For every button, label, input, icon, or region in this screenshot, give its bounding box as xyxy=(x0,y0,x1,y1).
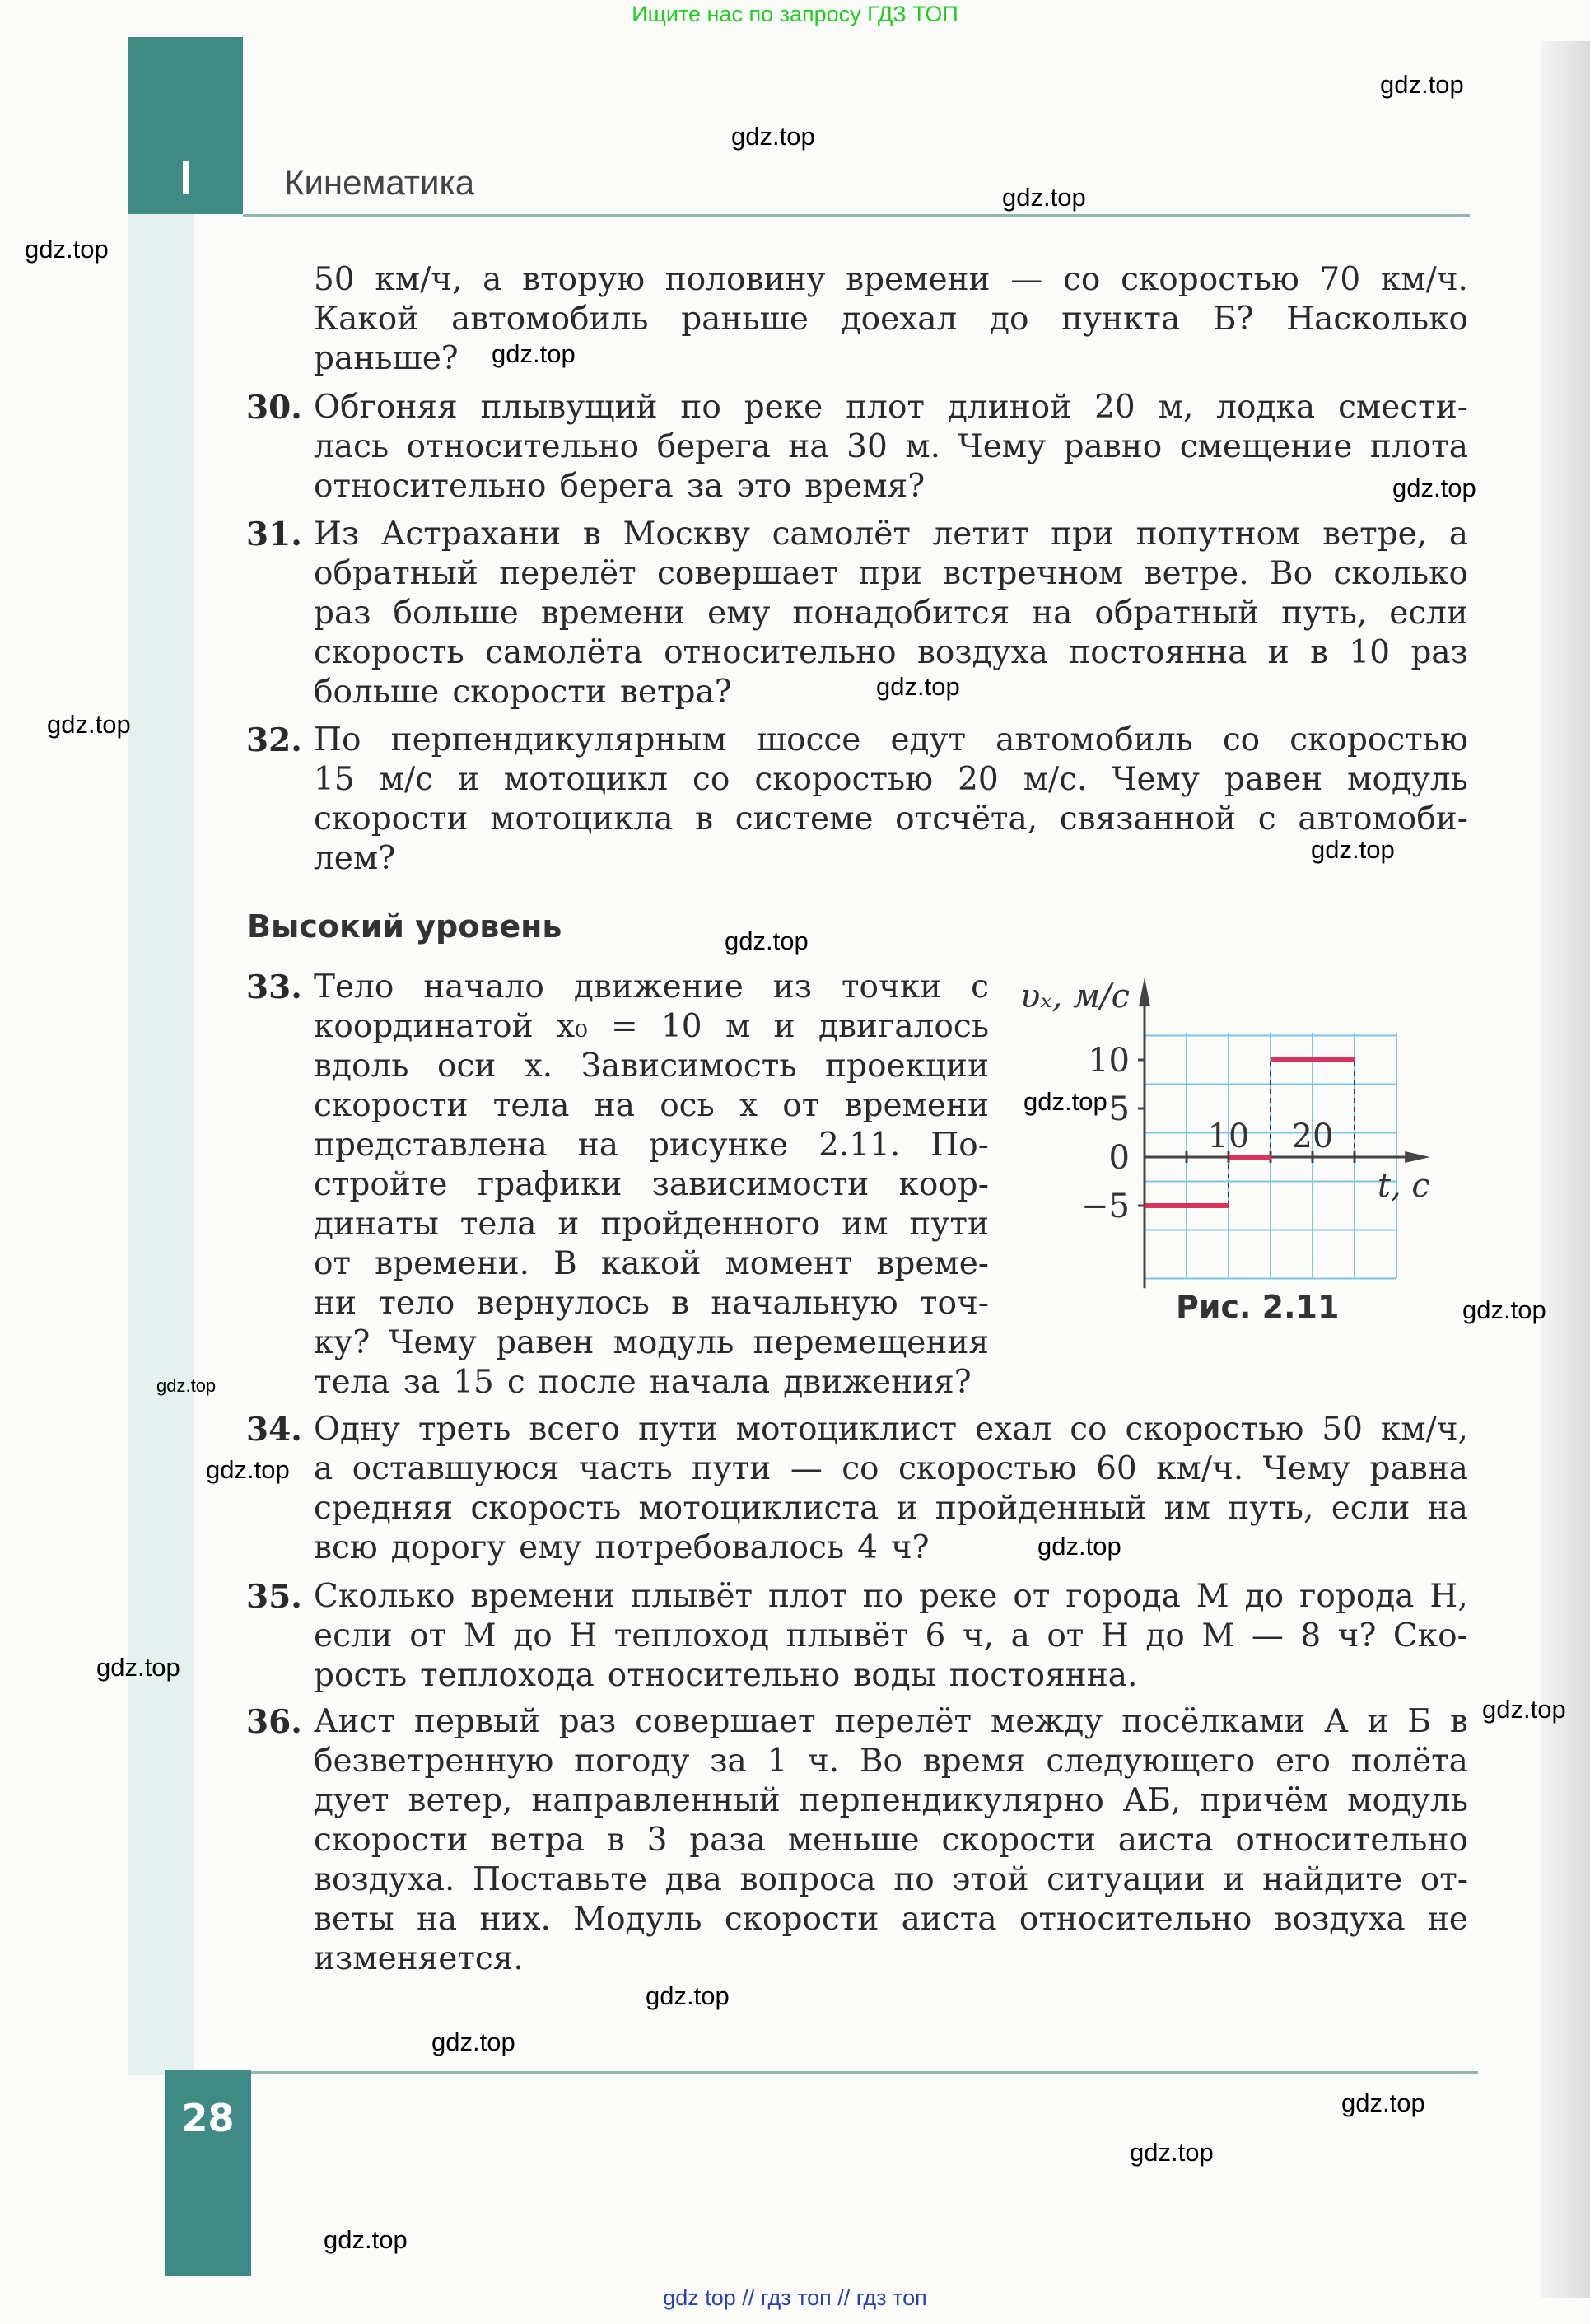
y-axis-arrow xyxy=(1139,978,1150,1006)
problem-30 xyxy=(246,388,1468,506)
text-line: обратный перелёт совершает при встречном ветре. Во сколько xyxy=(314,555,1468,592)
watermark: gdz.top xyxy=(1002,183,1086,212)
text-line: рость теплохода относительно воды постоянна. xyxy=(314,1657,1138,1694)
watermark: gdz.top xyxy=(324,2225,408,2254)
text-line: 15 м/с и мотоцикл со скоростью 20 м/с. Чему равен модуль xyxy=(314,761,1468,798)
text-line: По перпендикулярным шоссе едут автомобиль со скоростью xyxy=(314,721,1468,758)
text-line: раньше? xyxy=(314,340,459,377)
x-tick-label: 20 xyxy=(1291,1118,1334,1155)
text-line: 50 км/ч, а вторую половину времени — со скоростью 70 км/ч. xyxy=(314,261,1468,298)
watermark: gdz.top xyxy=(1130,2138,1214,2167)
watermark: gdz.top xyxy=(1462,1295,1546,1324)
problem-33 xyxy=(246,968,989,1402)
y-axis-label: υₓ, м/с xyxy=(1020,978,1130,1015)
text-line: если от М до Н теплоход плывёт 6 ч, а от Н до М — 8 ч? Ско- xyxy=(314,1617,1468,1654)
text-line: скорости ветра в 3 раза меньше скорости аиста относительно xyxy=(314,1822,1468,1859)
watermark: gdz.top xyxy=(876,672,960,701)
text-line: Обгоняя плывущий по реке плот длиной 20 м, лодка смести- xyxy=(314,389,1468,426)
text-line: воздуха. Поставьте два вопроса по этой ситуации и найдите от- xyxy=(314,1861,1468,1898)
problem-number: 31. xyxy=(246,516,302,553)
text-line: безветренную погоду за 1 ч. Во время следующего его полёта xyxy=(314,1743,1468,1780)
text-line: Одну треть всего пути мотоциклист ехал со скоростью 50 км/ч, xyxy=(314,1411,1468,1448)
footer-divider xyxy=(251,2071,1478,2074)
text-line: скорость самолёта относительно воздуха постоянна и в 10 раз xyxy=(314,634,1468,671)
y-tick-label: 5 xyxy=(1108,1090,1130,1128)
text-line: веты на них. Модуль скорости аиста относительно воздуха не xyxy=(314,1901,1468,1938)
text-line: Тело начало движение из точки с xyxy=(314,968,989,1006)
watermark: gdz.top xyxy=(1037,1532,1121,1561)
problem-number: 32. xyxy=(246,721,302,759)
chapter-title: Кинематика xyxy=(284,163,475,202)
top-note: Ищите нас по запросу ГДЗ ТОП xyxy=(632,2,958,26)
y-tick-label: −5 xyxy=(1081,1188,1130,1225)
problem-36 xyxy=(246,1702,1468,1979)
text-line: дует ветер, направленный перпендикулярно АБ, причём модуль xyxy=(314,1782,1468,1819)
velocity-chart xyxy=(1013,964,1507,1309)
text-line: больше скорости ветра? xyxy=(314,674,732,711)
section-heading: Высокий уровень xyxy=(247,908,562,945)
watermark: gdz.top xyxy=(1341,2088,1425,2117)
watermark: gdz.top xyxy=(25,235,109,264)
problem-35 xyxy=(246,1577,1468,1696)
watermark: gdz.top xyxy=(646,1981,730,2010)
watermark: gdz.top xyxy=(492,339,576,368)
watermark: gdz.top xyxy=(1380,70,1464,99)
margin-strip xyxy=(128,214,194,2075)
problem-number: 33. xyxy=(246,968,302,1006)
x-axis-label: t, с xyxy=(1377,1167,1430,1205)
problem-29-cont xyxy=(314,260,1468,379)
watermark: gdz.top xyxy=(1311,835,1395,864)
x-tick-label: 10 xyxy=(1207,1118,1250,1155)
text-line: Какой автомобиль раньше доехал до пункта Б? Насколько xyxy=(314,301,1468,338)
text-line: скорости тела на ось x от времени xyxy=(314,1087,989,1124)
text-line: вдоль оси x. Зависимость проекции xyxy=(314,1048,989,1085)
page-edge-shadow xyxy=(1541,41,1590,2298)
text-line: скорости мотоцикла в системе отсчёта, связанной с автомоби- xyxy=(314,800,1468,838)
problem-number: 35. xyxy=(246,1578,302,1616)
watermark: gdz.top xyxy=(431,2028,515,2056)
problem-number: 34. xyxy=(246,1411,302,1449)
text-line: а оставшуюся часть пути — со скоростью 60 км/ч. Чему равна xyxy=(314,1450,1468,1487)
problem-number: 36. xyxy=(246,1703,302,1741)
page-number: 28 xyxy=(181,2096,235,2140)
text-line: представлена на рисунке 2.11. По- xyxy=(314,1127,989,1164)
text-line: Из Астрахани в Москву самолёт летит при попутном ветре, а xyxy=(314,516,1468,553)
y-tick-label: 10 xyxy=(1088,1042,1130,1080)
text-line: ни тело вернулось в начальную точ- xyxy=(314,1285,989,1322)
problem-32 xyxy=(246,721,1468,879)
x-axis-arrow xyxy=(1405,1151,1430,1163)
text-line: Аист первый раз совершает перелёт между посёлками А и Б в xyxy=(314,1703,1468,1740)
text-line: от времени. В какой момент време- xyxy=(314,1245,989,1282)
watermark: gdz.top xyxy=(725,926,809,955)
text-line: лем? xyxy=(314,840,396,877)
watermark: gdz.top xyxy=(1482,1695,1566,1724)
watermark: gdz.top xyxy=(731,122,815,151)
watermark: gdz.top xyxy=(206,1455,290,1484)
watermark: gdz.top xyxy=(1023,1087,1107,1116)
text-line: относительно берега за это время? xyxy=(314,468,926,505)
watermark: gdz.top xyxy=(1392,474,1476,502)
footer-links[interactable]: gdz top // гдз топ // гдз топ xyxy=(663,2285,927,2310)
watermark: gdz.top xyxy=(156,1375,217,1396)
text-line: динаты тела и пройденного им пути xyxy=(314,1206,989,1243)
text-line: всю дорогу ему потребовалось 4 ч? xyxy=(314,1529,930,1566)
watermark: gdz.top xyxy=(47,710,131,739)
watermark: gdz.top xyxy=(96,1653,180,1682)
text-line: координатой x₀ = 10 м и двигалось xyxy=(314,1008,989,1045)
text-line: стройте графики зависимости коор- xyxy=(314,1166,989,1203)
header-divider xyxy=(243,214,1470,217)
text-line: тела за 15 с после начала движения? xyxy=(314,1364,972,1401)
figure-caption: Рис. 2.11 xyxy=(1176,1289,1340,1325)
chapter-marker xyxy=(183,161,189,194)
text-line: раз больше времени ему понадобится на обратный путь, если xyxy=(314,595,1468,632)
problem-number: 30. xyxy=(246,389,302,427)
text-line: лась относительно берега на 30 м. Чему равно смещение плота xyxy=(314,428,1468,465)
text-line: Сколько времени плывёт плот по реке от города М до города Н, xyxy=(314,1578,1468,1615)
y-tick-label: 0 xyxy=(1108,1139,1130,1177)
text-line: ку? Чему равен модуль перемещения xyxy=(314,1324,989,1361)
text-line: средняя скорость мотоциклиста и пройденный им путь, если на xyxy=(314,1490,1468,1527)
text-line: изменяется. xyxy=(314,1940,524,1977)
